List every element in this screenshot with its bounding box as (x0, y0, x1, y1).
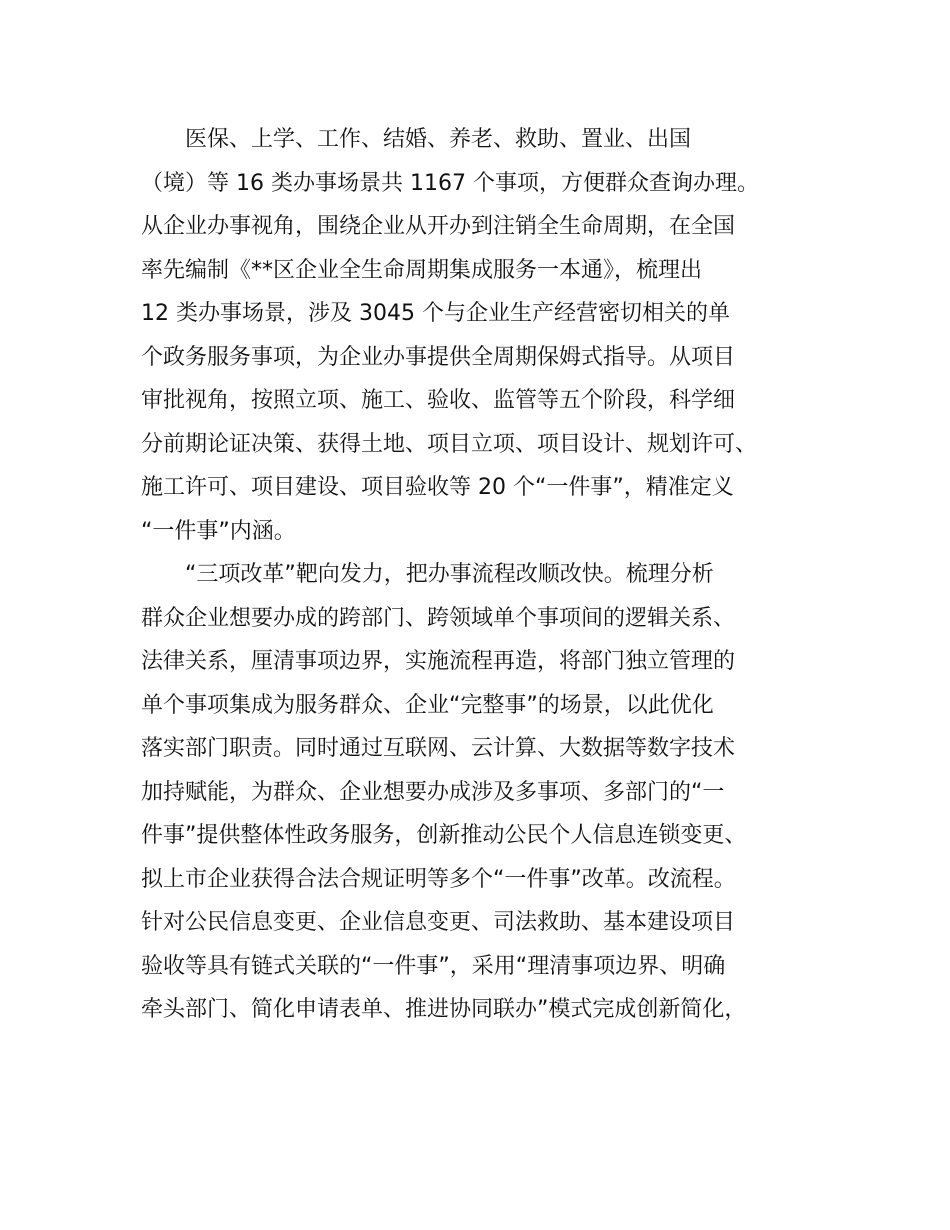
paragraph-2 (141, 553, 831, 1032)
paragraph-2-line-4: 单个事项集成为服务群众、企业“完整事”的场景，以此优化 (141, 692, 714, 718)
paragraph-2-line-8: 拟上市企业获得合法合规证明等多个“一件事”改革。改流程。 (141, 866, 736, 892)
paragraph-2-line-3: 法律关系，厘清事项边界，实施流程再造，将部门独立管理的 (141, 649, 736, 674)
paragraph-1-line-4: 率先编制《**区企业全生命周期集成服务一本通》，梳理出 (141, 257, 703, 283)
paragraph-2-line-1: “三项改革”靶向发力，把办事流程改顺改快。梳理分析 (185, 562, 714, 587)
paragraph-2-line-11: 牵头部门、简化申请表单、推进协同联办”模式完成创新简化， (141, 997, 747, 1022)
paragraph-2-line-9: 针对公民信息变更、企业信息变更、司法救助、基本建设项目 (141, 910, 736, 935)
paragraph-2-line-5: 落实部门职责。同时通过互联网、云计算、大数据等数字技术 (141, 736, 736, 761)
paragraph-2-line-2: 群众企业想要办成的跨部门、跨领域单个事项间的逻辑关系、 (141, 605, 736, 631)
paragraph-1-line-2: （境）等 16 类办事场景共 1167 个事项，方便群众查询办理。 (141, 170, 759, 196)
paragraph-1-line-8: 分前期论证决策、获得土地、项目立项、项目设计、规划许可、 (141, 431, 758, 457)
paragraph-1-line-7: 审批视角，按照立项、施工、验收、监管等五个阶段，科学细 (141, 388, 736, 413)
paragraph-2-line-6: 加持赋能，为群众、企业想要办成涉及多事项、多部门的“一 (141, 779, 725, 805)
paragraph-1-line-9: 施工许可、项目建设、项目验收等 20 个“一件事”，精准定义 (141, 475, 734, 500)
paragraph-1 (141, 118, 831, 553)
paragraph-1-line-1: 医保、上学、工作、结婚、养老、救助、置业、出国 (185, 127, 692, 152)
paragraph-2-line-7: 件事”提供整体性政务服务，创新推动公民个人信息连锁变更、 (141, 823, 747, 848)
document-body (141, 118, 831, 1032)
paragraph-1-line-6: 个政务服务事项，为企业办事提供全周期保姆式指导。从项目 (141, 344, 736, 370)
paragraph-1-line-10: “一件事”内涵。 (141, 518, 296, 544)
paragraph-1-line-5: 12 类办事场景，涉及 3045 个与企业生产经营密切相关的单 (141, 301, 730, 326)
paragraph-1-line-3: 从企业办事视角，围绕企业从开办到注销全生命周期，在全国 (141, 214, 736, 239)
paragraph-2-line-10: 验收等具有链式关联的“一件事”，采用“理清事项边界、明确 (141, 953, 726, 979)
